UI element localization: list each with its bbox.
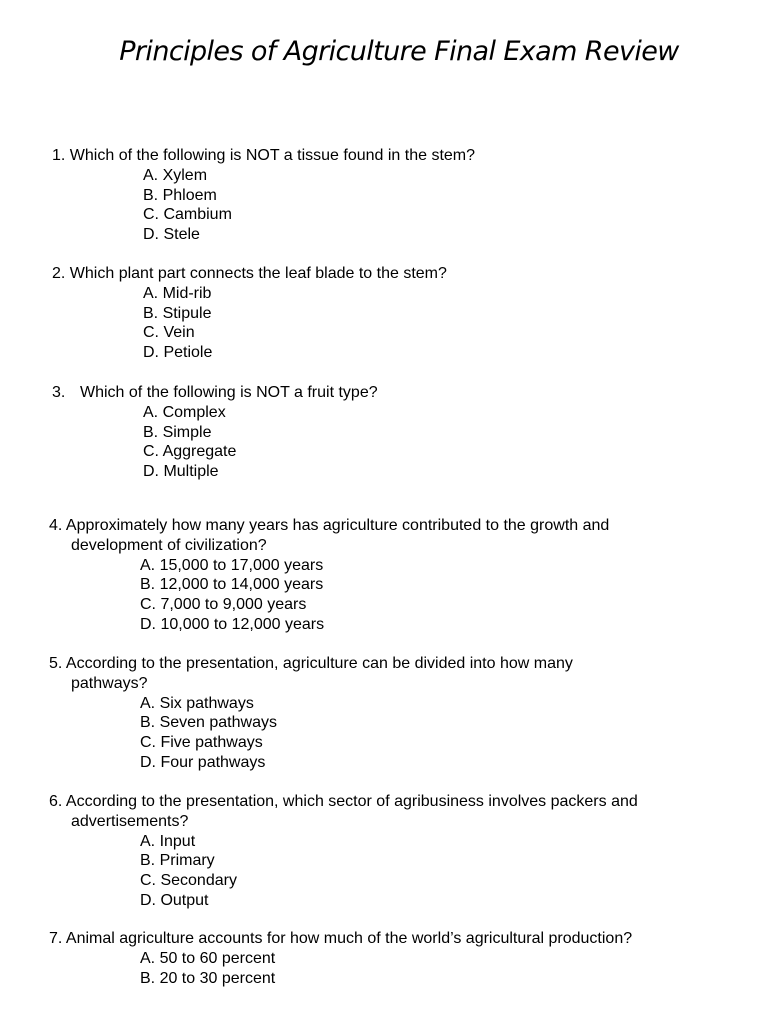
answer-option-b: B. Simple xyxy=(143,423,212,441)
question-text: Animal agriculture accounts for how much of the world’s agricultural production? xyxy=(65,930,633,947)
answer-option-a: A. Six pathways xyxy=(140,694,254,712)
question-6 xyxy=(49,792,638,911)
question-text: Which of the following is NOT a tissue found in the stem? xyxy=(69,147,476,164)
question-text: According to the presentation, agriculture can be divided into how many xyxy=(65,655,573,672)
question-text-continued: advertisements? xyxy=(71,812,189,830)
question-stem xyxy=(49,654,573,674)
question-number: 6. xyxy=(49,793,63,810)
answer-option-a: A. Complex xyxy=(143,403,226,421)
answer-option-a: A. Xylem xyxy=(143,166,208,184)
answer-option-d: D. 10,000 to 12,000 years xyxy=(140,615,325,633)
question-text: Which of the following is NOT a fruit type? xyxy=(80,384,378,401)
answer-option-c: C. Cambium xyxy=(143,206,232,224)
question-text-continued: development of civilization? xyxy=(71,536,267,554)
answer-option-b: B. Phloem xyxy=(143,186,217,204)
answer-option-c: C. Secondary xyxy=(140,872,237,890)
question-text-continued: pathways? xyxy=(71,674,148,692)
answer-option-b: B. Seven pathways xyxy=(140,714,277,732)
question-stem xyxy=(49,516,609,536)
question-number: 7. xyxy=(49,930,63,947)
answer-option-a: A. 15,000 to 17,000 years xyxy=(140,556,324,574)
answer-option-c: C. Aggregate xyxy=(143,443,237,461)
answer-option-d: D. Four pathways xyxy=(140,753,266,771)
answer-option-b: B. Primary xyxy=(140,852,215,870)
question-number: 4. xyxy=(49,517,63,534)
question-7 xyxy=(49,929,632,988)
answer-option-d: D. Output xyxy=(140,891,209,909)
answer-option-a: A. Input xyxy=(140,832,196,850)
question-4 xyxy=(49,516,609,635)
answer-option-a: A. 50 to 60 percent xyxy=(140,949,276,967)
answer-option-c: C. 7,000 to 9,000 years xyxy=(140,596,307,614)
question-2 xyxy=(52,264,447,363)
answer-option-b: B. 20 to 30 percent xyxy=(140,969,276,987)
question-number: 1. xyxy=(52,147,66,164)
answer-option-c: C. Five pathways xyxy=(140,734,263,752)
question-1 xyxy=(52,146,475,245)
answer-option-d: D. Multiple xyxy=(143,463,219,481)
question-text: Which plant part connects the leaf blade to the stem? xyxy=(69,265,447,282)
answer-option-d: D. Stele xyxy=(143,226,200,244)
question-text: According to the presentation, which sector of agribusiness involves packers and xyxy=(65,793,638,810)
question-number: 2. xyxy=(52,265,66,282)
question-3 xyxy=(52,383,378,482)
answer-option-b: B. Stipule xyxy=(143,304,212,322)
question-stem xyxy=(49,929,632,949)
question-5 xyxy=(49,654,573,773)
question-stem xyxy=(52,146,475,166)
question-stem xyxy=(52,264,447,284)
question-stem xyxy=(49,792,638,812)
question-stem xyxy=(52,383,378,403)
answer-option-b: B. 12,000 to 14,000 years xyxy=(140,576,324,594)
question-number: 5. xyxy=(49,655,63,672)
answer-option-d: D. Petiole xyxy=(143,344,213,362)
page-title: Principles of Agriculture Final Exam Review xyxy=(119,36,679,67)
answer-option-c: C. Vein xyxy=(143,324,195,342)
answer-option-a: A. Mid-rib xyxy=(143,284,212,302)
question-text: Approximately how many years has agriculture contributed to the growth and xyxy=(65,517,610,534)
question-number: 3. xyxy=(52,384,66,401)
